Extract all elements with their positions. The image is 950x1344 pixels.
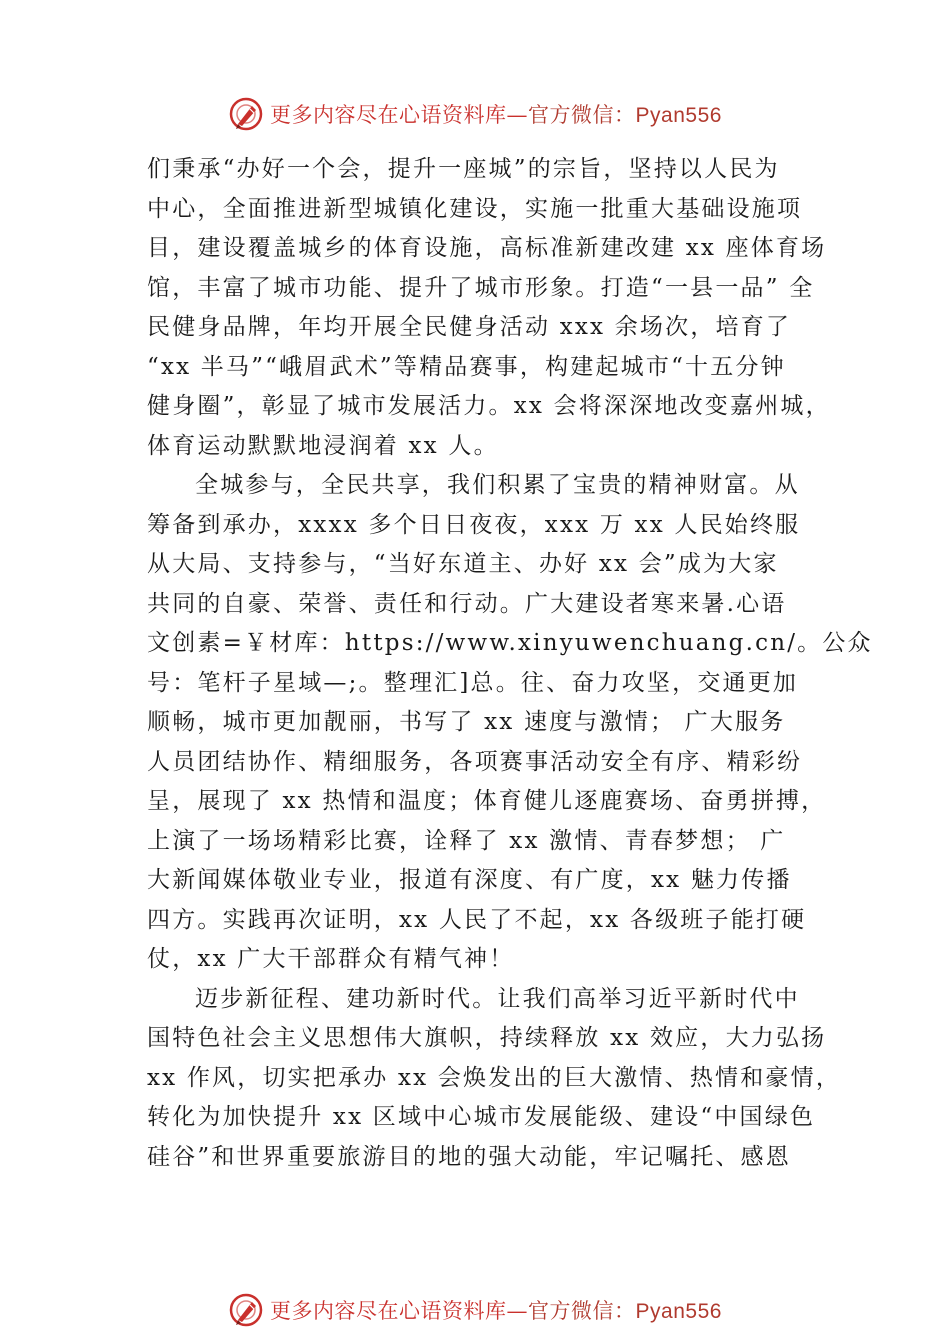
banner-wechat-id: Pyan556	[635, 104, 722, 127]
text-line: 人员团结协作、精细服务，各项赛事活动安全有序、精彩纷	[147, 748, 803, 775]
paragraph	[147, 466, 873, 980]
text-line: “xx 半马”“峨眉武术”等精品赛事，构建起城市“十五分钟	[147, 353, 786, 380]
header-banner	[0, 94, 950, 134]
text-line: 目，建设覆盖城乡的体育设施，高标准新建改建 xx 座体育场	[147, 235, 827, 261]
banner-brand: 更多内容尽在心语资料库	[270, 1299, 507, 1323]
text-line: 顺畅，城市更加靓丽，书写了 xx 速度与激情； 广大服务	[147, 709, 786, 735]
banner-wechat-id: Pyan556	[635, 1300, 722, 1323]
footer-banner	[0, 1290, 950, 1330]
text-line: 国特色社会主义思想伟大旗帜，持续释放 xx 效应，大力弘扬	[147, 1025, 827, 1051]
banner-separator: —	[506, 1299, 529, 1323]
banner-text	[270, 1295, 722, 1325]
paragraph	[147, 150, 831, 466]
text-line: 们秉承“办好一个会，提升一座城”的宗旨，坚持以人民为	[147, 156, 780, 182]
text-line: 仗，xx 广大干部群众有精气神！	[147, 946, 515, 972]
document-body	[147, 150, 873, 1177]
pen-nib-logo-icon	[228, 1292, 264, 1328]
text-line: xx 作风，切实把承办 xx 会焕发出的巨大激情、热情和豪情，	[147, 1064, 842, 1091]
text-line: 体育运动默默地浸润着 xx 人。	[147, 432, 499, 459]
text-line: 全城参与，全民共享，我们积累了宝贵的精神财富。从	[195, 472, 800, 498]
text-line: 硅谷”和世界重要旅游目的地的强大动能，牢记嘱托、感恩	[147, 1143, 791, 1170]
text-line: 上演了一场场精彩比赛，诠释了 xx 激情、青春梦想； 广	[147, 827, 786, 854]
text-line: 健身圈”，彰显了城市发展活力。xx 会将深深地改变嘉州城，	[147, 393, 831, 419]
text-line: 迈步新征程、建功新时代。让我们高举习近平新时代中	[195, 985, 800, 1012]
text-line: 馆，丰富了城市功能、提升了城市形象。打造“一县一品” 全	[147, 274, 815, 301]
pen-nib-logo-icon	[228, 96, 264, 132]
text-line: 大新闻媒体敬业专业，报道有深度、有广度，xx 魅力传播	[147, 867, 792, 893]
text-line: 筹备到承办，xxxx 多个日日夜夜，xxx 万 xx 人民始终服	[147, 511, 801, 538]
text-line: 文创素=￥材库：https://www.xinyuwenchuang.cn/。公众	[147, 630, 873, 656]
text-line: 四方。实践再次证明，xx 人民了不起，xx 各级班子能打硬	[147, 906, 807, 933]
text-line: 从大局、支持参与，“当好东道主、办好 xx 会”成为大家	[147, 551, 779, 577]
text-line: 号：笔杆子星域—;。整理汇]总。往、奋力攻坚，交通更加	[147, 669, 799, 696]
text-line: 中心，全面推进新型城镇化建设，实施一批重大基础设施项	[147, 195, 803, 222]
banner-text	[270, 99, 722, 129]
text-line: 民健身品牌，年均开展全民健身活动 xxx 余场次，培育了	[147, 314, 792, 340]
banner-wechat-label: 官方微信：	[528, 103, 636, 127]
banner-brand: 更多内容尽在心语资料库	[270, 103, 507, 127]
paragraph	[147, 980, 842, 1178]
text-line: 转化为加快提升 xx 区域中心城市发展能级、建设“中国绿色	[147, 1104, 816, 1130]
banner-wechat-label: 官方微信：	[528, 1299, 636, 1323]
banner-separator: —	[506, 103, 529, 127]
text-line: 共同的自豪、荣誉、责任和行动。广大建设者寒来暑.心语	[147, 590, 787, 617]
text-line: 呈，展现了 xx 热情和温度；体育健儿逐鹿赛场、奋勇拼搏，	[147, 788, 827, 814]
